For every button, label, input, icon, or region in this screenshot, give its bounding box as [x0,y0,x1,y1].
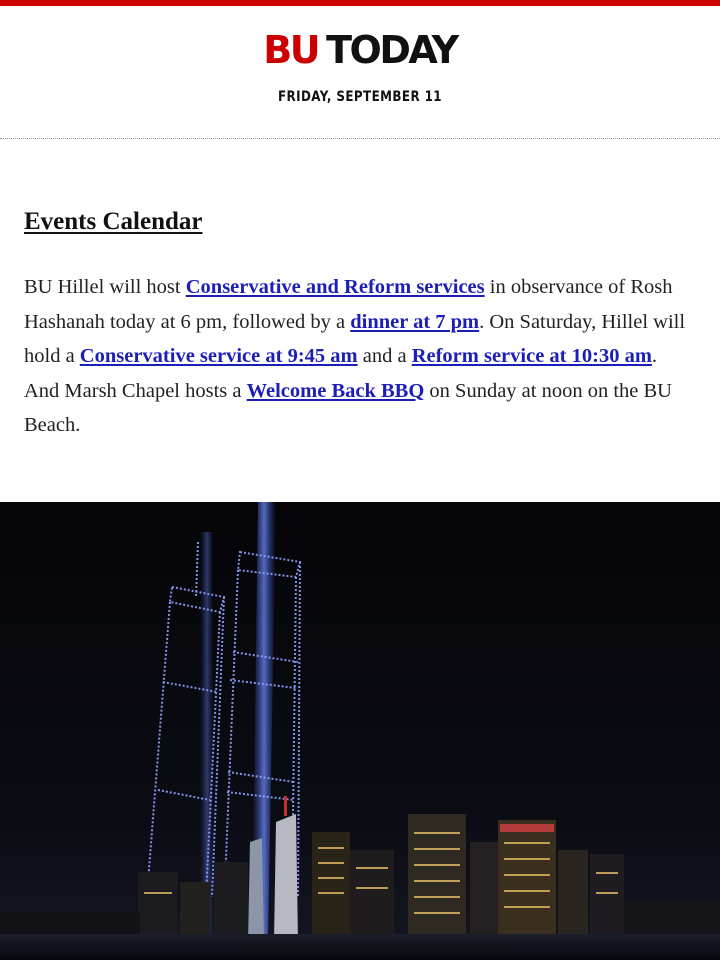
text-segment: . And Marsh Chapel hosts a [24,345,658,402]
text-segment: BU Hillel will host [24,276,186,298]
text-segment: . On Saturday, Hillel will hold a [24,310,686,367]
text-segment: in observance of Rosh Hashanah today at 6 pm, followed by a [24,276,673,333]
hero-image[interactable] [0,502,720,960]
link-conservative-service[interactable]: Conservative service at 9:45 am [79,345,358,367]
logo-bu: BU [263,28,319,72]
section-title: Events Calendar [24,208,203,235]
link-dinner[interactable]: dinner at 7 pm [350,310,480,333]
bu-today-logo[interactable] [263,28,456,72]
brand-top-bar [0,0,720,6]
divider [0,138,720,139]
issue-date: FRIDAY, SEPTEMBER 11 [277,89,443,105]
events-paragraph [24,270,696,443]
masthead [0,28,720,72]
text-segment: on Sunday at noon on the BU Beach. [24,379,672,436]
link-reform-service[interactable]: Reform service at 10:30 am [411,345,652,367]
skyline-illustration [0,502,720,960]
link-conservative-reform-services[interactable]: Conservative and Reform services [185,276,485,298]
logo-today: TODAY [326,28,457,72]
link-welcome-back-bbq[interactable]: Welcome Back BBQ [246,379,425,402]
text-segment: and a [357,345,412,367]
river [0,934,720,960]
